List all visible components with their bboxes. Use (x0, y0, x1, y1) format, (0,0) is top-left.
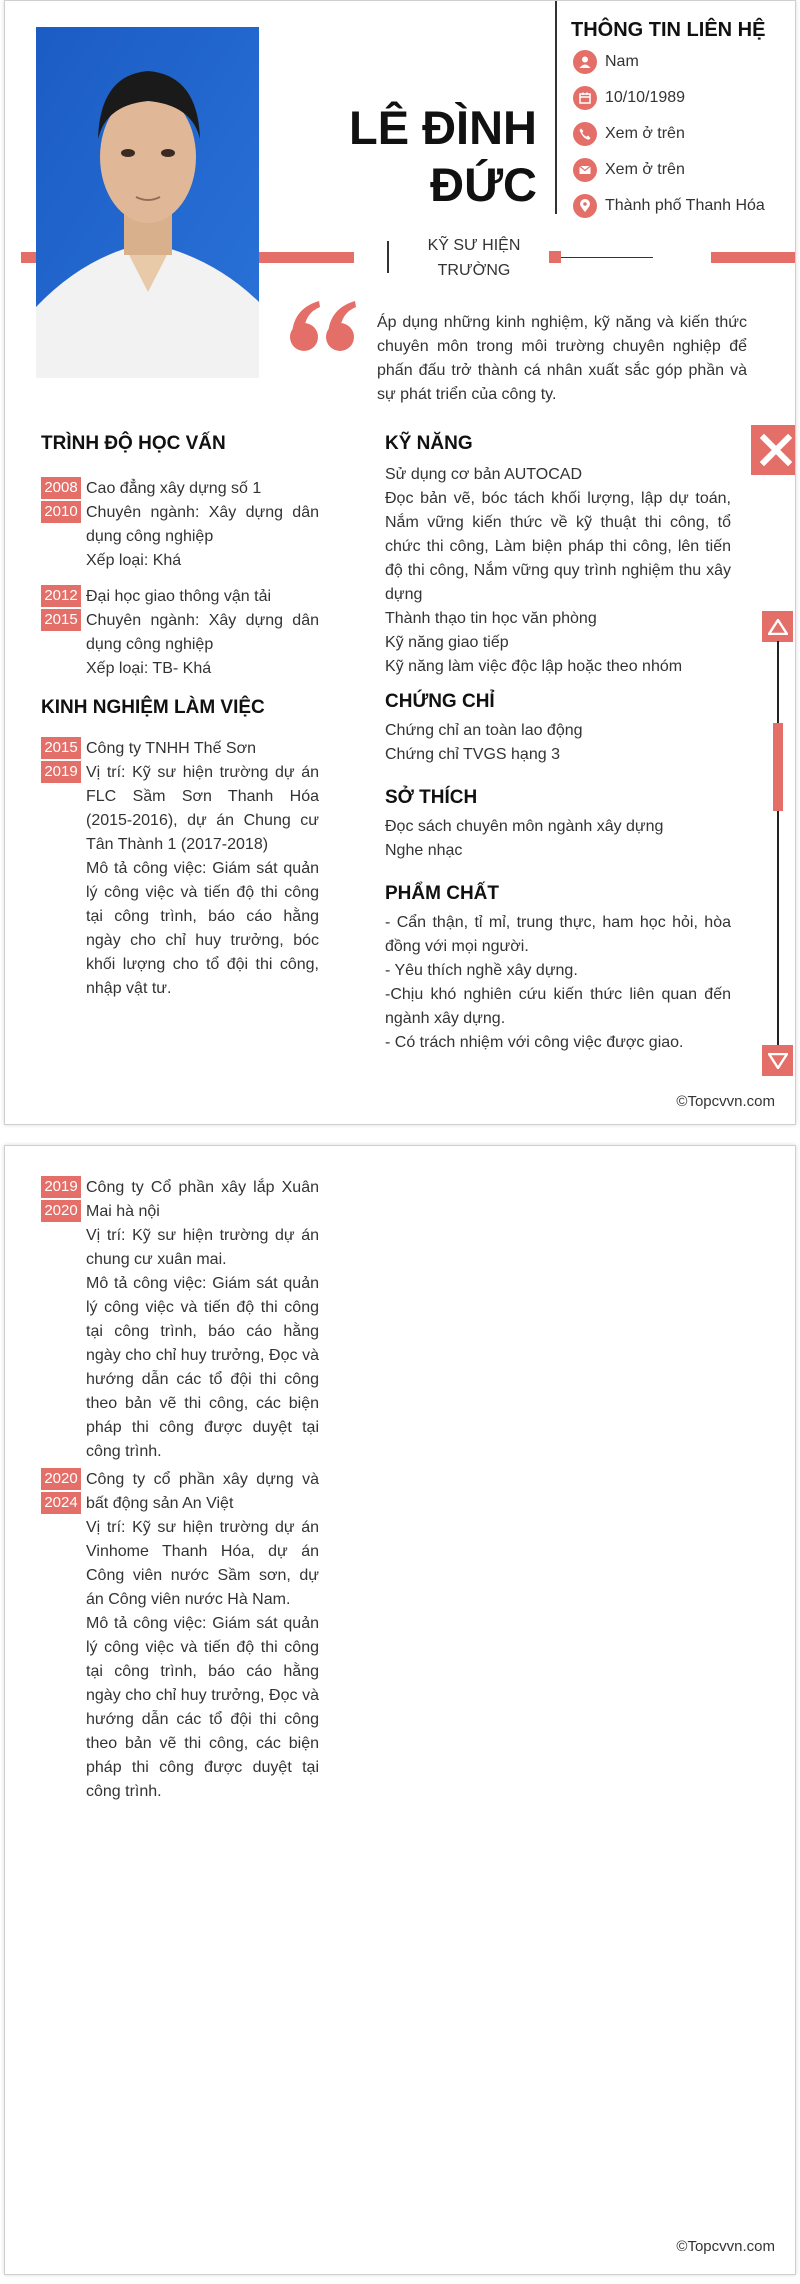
quality-item: - Cẩn thận, tỉ mỉ, trung thực, ham học hỏi, hòa đồng với mọi người. (385, 914, 731, 955)
education-title: TRÌNH ĐỘ HỌC VẤN (41, 433, 226, 454)
quality-item: -Chịu khó nghiên cứu kiến thức liên quan đến ngành xây dựng. (385, 986, 731, 1027)
job-position: KỸ SƯ HIỆN TRƯỜNG (427, 237, 521, 279)
quote-icon (289, 297, 359, 355)
accent-line (561, 257, 653, 258)
quality-item: - Yêu thích nghề xây dựng. (385, 962, 578, 979)
experience-role: Vị trí: Kỹ sư hiện trường dự án FLC Sầm Sơn Thanh Hóa (2015-2016), dự án Chung cư Tân Thành 1 (2017-2018) (86, 764, 319, 853)
profile-photo (36, 27, 259, 378)
accent-dot (549, 251, 561, 263)
close-button[interactable] (751, 425, 796, 475)
experience-end-year: 2019 (41, 761, 81, 783)
scrollbar-track[interactable] (777, 641, 779, 1046)
education-major: Chuyên ngành: Xây dựng dân dụng công nghiệp (86, 504, 319, 545)
contact-divider (555, 1, 557, 214)
quality-item: - Có trách nhiệm với công việc được giao. (385, 1034, 684, 1051)
contact-address-text: Thành phố Thanh Hóa (605, 197, 765, 214)
career-objective: Áp dụng những kinh nghiệm, kỹ năng và kiến thức chuyên môn trong môi trường chuyên nghiệp để phấn đấu trở thành cá nhân xuất sắc góp phần và sự phát triển của công ty. (377, 314, 747, 403)
experience-company: Công ty Cổ phần xây lắp Xuân Mai hà nội (86, 1179, 319, 1220)
email-icon (573, 158, 597, 182)
skill-item: Kỹ năng làm việc độc lập hoặc theo nhóm (385, 658, 683, 675)
experience-role: Vị trí: Kỹ sư hiện trường dự án chung cư xuân mai. (86, 1227, 319, 1268)
accent-stripe-right (711, 252, 796, 263)
qualities-list (385, 911, 731, 1055)
scroll-up-button[interactable] (762, 611, 793, 642)
scroll-down-button[interactable] (762, 1045, 793, 1076)
skill-item: Sử dụng cơ bản AUTOCAD (385, 466, 582, 483)
skills-title: KỸ NĂNG (385, 433, 473, 454)
position-divider (387, 241, 389, 273)
accent-stripe-mid (257, 252, 354, 263)
education-grade: Xếp loại: TB- Khá (86, 660, 212, 677)
education-start-year: 2012 (41, 585, 81, 607)
calendar-icon (573, 86, 597, 110)
scrollbar-thumb[interactable] (773, 723, 783, 811)
experience-company: Công ty cổ phần xây dựng và bất động sản An Việt (86, 1471, 319, 1512)
education-item (41, 585, 319, 681)
contact-birthday-text: 10/10/1989 (605, 89, 686, 106)
contact-phone-text: Xem ở trên (605, 125, 685, 142)
experience-end-year: 2024 (41, 1492, 81, 1514)
experience-start-year: 2019 (41, 1176, 81, 1198)
education-end-year: 2015 (41, 609, 81, 631)
name-line-2: ĐỨC (430, 158, 537, 211)
experience-description: Mô tả công việc: Giám sát quản lý công việc và tiến độ thi công tại công trình, báo cáo hằng ngày cho chỉ huy trưởng, Đọc và hướng dẫn các tổ đội thi công theo bản vẽ thi công, các biện pháp thi công được duyệt tại công trình. (86, 1275, 319, 1460)
experience-item (41, 737, 319, 1001)
location-icon (573, 194, 597, 218)
experience-description: Mô tả công việc: Giám sát quản lý công việc và tiến độ thi công tại công trình, báo cáo hằng ngày cho chỉ huy trưởng, bóc khối lượng cho tổ đội thi công, nhập vật tư. (86, 860, 319, 997)
name-line-1: LÊ ĐÌNH (349, 101, 537, 154)
skill-item: Đọc bản vẽ, bóc tách khối lượng, lập dự toán, Nắm vững kiến thức về kỹ thuật thi công, tổ chức thi công, Làm biện pháp thi công, lên tiến độ thi công, Nắm vững quy trình nghiệm thu xây dựng (385, 490, 731, 603)
cv-page-2 (4, 1145, 796, 2275)
hobbies-title: SỞ THÍCH (385, 787, 478, 808)
triangle-down-icon (768, 1053, 788, 1069)
contact-email (573, 157, 685, 183)
hobbies-list (385, 815, 731, 863)
education-end-year: 2010 (41, 501, 81, 523)
experience-start-year: 2015 (41, 737, 81, 759)
full-name (305, 99, 537, 213)
experience-description: Mô tả công việc: Giám sát quản lý công việc và tiến độ thi công tại công trình, báo cáo hằng ngày cho chỉ huy trưởng, Đọc và hướng dẫn các tổ đội thi công theo bản vẽ thi công, các biện pháp thi công được duyệt tại công trình. (86, 1615, 319, 1800)
certificates-list (385, 719, 731, 767)
experience-start-year: 2020 (41, 1468, 81, 1490)
footer-credit: ©Topcvvn.com (676, 2238, 775, 2255)
contact-email-text: Xem ở trên (605, 161, 685, 178)
experience-company: Công ty TNHH Thế Sơn (86, 740, 256, 757)
certificates-title: CHỨNG CHỈ (385, 691, 495, 712)
footer-credit: ©Topcvvn.com (676, 1093, 775, 1110)
phone-icon (573, 122, 597, 146)
experience-item (41, 1176, 319, 1464)
certificate-item: Chứng chỉ an toàn lao động (385, 722, 583, 739)
education-start-year: 2008 (41, 477, 81, 499)
education-item (41, 477, 319, 573)
contact-birthday (573, 85, 685, 111)
contact-gender-text: Nam (605, 53, 639, 70)
education-grade: Xếp loại: Khá (86, 552, 182, 569)
skill-item: Kỹ năng giao tiếp (385, 634, 509, 651)
hobby-item: Nghe nhạc (385, 842, 463, 859)
skill-item: Thành thạo tin học văn phòng (385, 610, 597, 627)
experience-title: KINH NGHIỆM LÀM VIỆC (41, 697, 265, 718)
experience-item (41, 1468, 319, 1804)
education-major: Chuyên ngành: Xây dựng dân dụng công nghiệp (86, 612, 319, 653)
contact-title: THÔNG TIN LIÊN HỆ (571, 19, 766, 41)
close-icon (759, 433, 793, 467)
experience-role: Vị trí: Kỹ sư hiện trường dự án Vinhome Thanh Hóa, dự án Công viên nước Sầm sơn, dự án Công viên nước Hà Nam. (86, 1519, 319, 1608)
qualities-title: PHẨM CHẤT (385, 883, 499, 904)
skills-list (385, 463, 731, 679)
contact-phone (573, 121, 685, 147)
education-school: Đại học giao thông vận tải (86, 588, 272, 605)
certificate-item: Chứng chỉ TVGS hạng 3 (385, 746, 560, 763)
hobby-item: Đọc sách chuyên môn ngành xây dựng (385, 818, 664, 835)
contact-address (573, 193, 765, 219)
contact-gender (573, 49, 639, 75)
triangle-up-icon (768, 619, 788, 635)
experience-end-year: 2020 (41, 1200, 81, 1222)
user-icon (573, 50, 597, 74)
cv-page-1 (4, 0, 796, 1125)
education-school: Cao đẳng xây dựng số 1 (86, 480, 262, 497)
